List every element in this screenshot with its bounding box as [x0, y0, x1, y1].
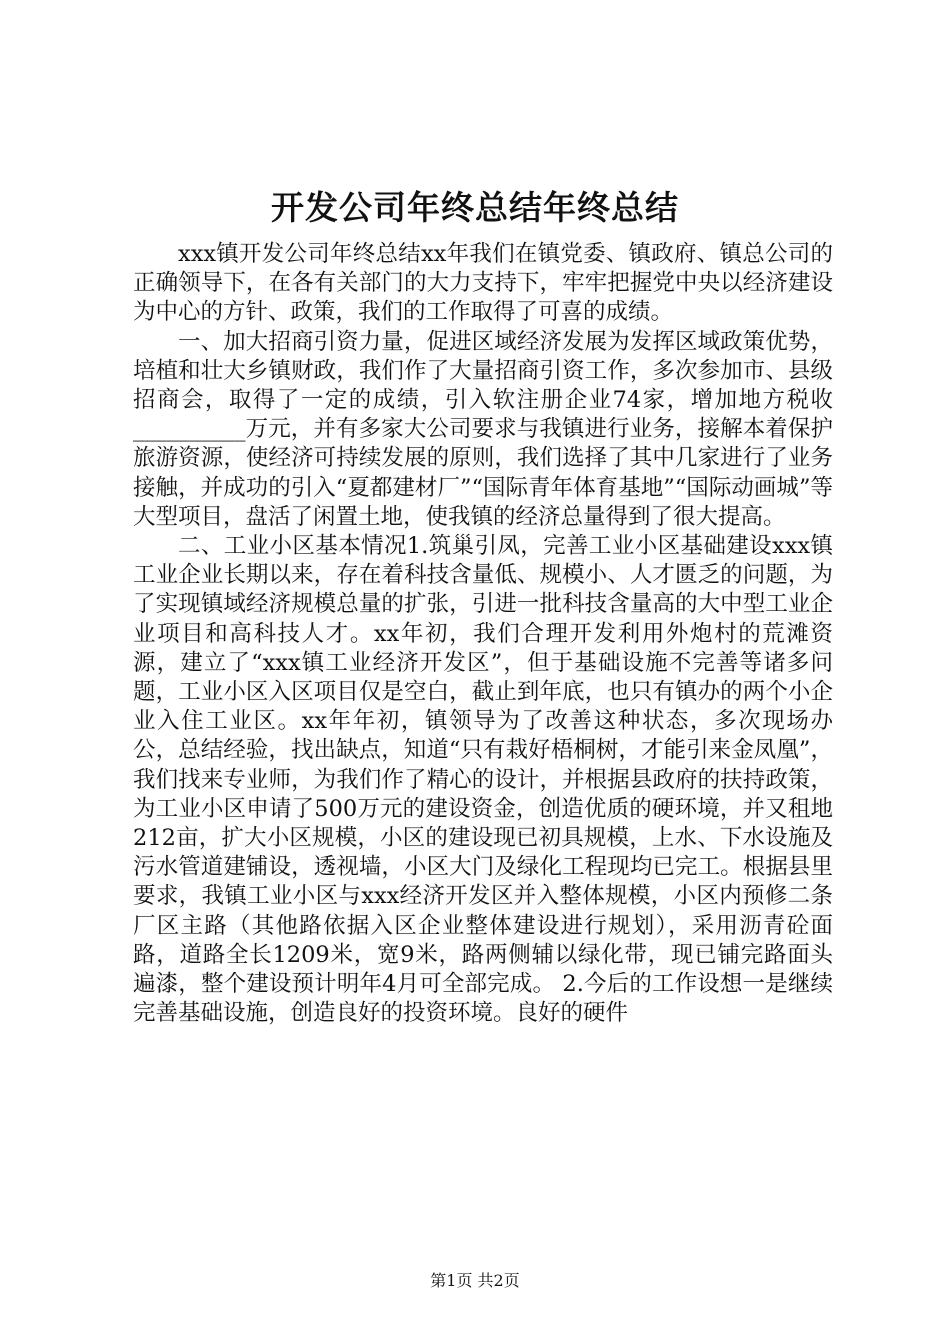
page-title: 开发公司年终总结年终总结 — [271, 188, 679, 227]
paragraph-intro: xxx镇开发公司年终总结xx年我们在镇党委、镇政府、镇总公司的正确领导下，在各有关部门的大力支持下，牢牢把握党中央以经济建设为中心的方针、政策，我们的工作取得了可喜的成绩。 — [133, 241, 833, 326]
paragraph-section-two: 二、工业小区基本情况1.筑巢引凤，完善工业小区基础建设xxx镇工业企业长期以来，存在着科技含量低、规模小、人才匮乏的问题，为了实现镇域经济规模总量的扩张，引进一批科技含量高的大中型工业企业项目和高科技人才。xx年初，我们合理开发利用外炮村的荒滩资源，建立了“xxx镇工业经济开发区”，但于基础设施不完善等诸多问题，工业小区入区项目仅是空白，截止到年底，也只有镇办的两个小企业入住工业区。xx年年初，镇领导为了改善这种状态，多次现场办公，总结经验，找出缺点，知道“只有栽好梧桐树，才能引来金凤凰”，我们找来专业师，为我们作了精心的设计，并根据县政府的扶持政策，为工业小区申请了500万元的建设资金，创造优质的硬环境，并又租地212亩，扩大小区规模，小区的建设现已初具规模，上水、下水设施及污水管道建铺设，透视墙，小区大门及绿化工程现均已完工。根据县里要求，我镇工业小区与xxx经济开发区并入整体规模，小区内预修二条厂区主路（其他路依据入区企业整体建设进行规划），采用沥青砼面路，道路全长1209米，宽9米，路两侧辅以绿化带，现已铺完路面头遍漆，整个建设预计明年4月可全部完成。 2.今后的工作设想一是继续完善基础设施，创造良好的投资环境。良好的硬件 — [133, 533, 833, 1027]
page-number-footer: 第1页 共2页 — [430, 1271, 520, 1290]
paragraph-section-one: 一、加大招商引资力量，促进区域经济发展为发挥区域政策优势，培植和壮大乡镇财政，我们作了大量招商引资工作，多次参加市、县级招商会，取得了一定的成绩，引入软注册企业74家，增加地方税收__________万元，并有多家大公司要求与我镇进行业务，接解本着保护旅游资源，使经济可持续发展的原则，我们选择了其中几家进行了业务接触，并成功的引入“夏都建材厂”“国际青年体育基地”“国际动画城”等大型项目，盘活了闲置土地，使我镇的经济总量得到了很大提高。 — [133, 328, 833, 530]
document-body — [133, 240, 833, 1028]
